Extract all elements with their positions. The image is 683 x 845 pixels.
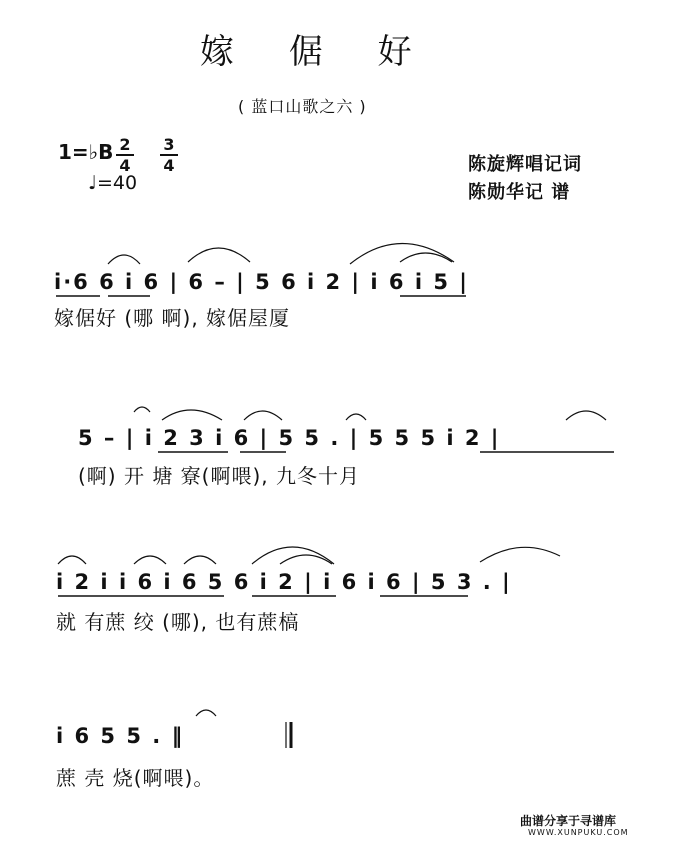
notation-line-2: 5 – | i 2 3 i 6 | 5 5 . | 5 5 5 i 2 | (78, 426, 501, 450)
fermata-arc (196, 710, 216, 716)
lyrics-line-4: 蔗 壳 烧(啊喂)。 (56, 766, 215, 790)
fermata-arc (134, 407, 150, 412)
slur (480, 547, 560, 562)
footer-url[interactable]: WWW.XUNPUKU.COM (528, 828, 629, 837)
notation-line-1: i·6 6 i 6 | 6 – | 5 6 i 2 | i 6 i 5 | (54, 270, 469, 294)
lyrics-line-1: 嫁倨好 (哪 啊), 嫁倨屋厦 (54, 306, 291, 330)
notation-line-4: i 6 5 5 . ‖ (56, 724, 185, 748)
slur (58, 556, 86, 564)
key-signature: 1=♭B (58, 140, 114, 164)
slur (184, 556, 216, 564)
time-signature-bottom: 4 (163, 156, 175, 175)
lyrics-line-3: 就 有蔗 绞 (哪), 也有蔗槁 (56, 610, 300, 634)
fermata-arc (346, 414, 366, 420)
tempo-marking: ♩=40 (88, 172, 138, 194)
lyrics-line-2: (啊) 开 塘 寮(啊喂), 九冬十月 (78, 464, 360, 488)
song-title: 嫁 倨 好 (200, 32, 434, 72)
notation-line-3: i 2 i i 6 i 6 5 6 i 2 | i 6 i 6 | 5 3 . | (56, 570, 512, 594)
song-subtitle: ( 蓝口山歌之六 ) (238, 97, 367, 116)
time-signature-bottom: 4 (119, 156, 131, 175)
lyrics-credit: 陈旋辉唱记词 (468, 154, 582, 175)
slur (134, 556, 166, 564)
footer-text: 曲谱分享于寻谱库 (520, 814, 617, 828)
time-signature-top: 2 (119, 135, 131, 154)
slur (162, 410, 222, 420)
slur (244, 411, 282, 420)
slur (252, 547, 334, 564)
slur (400, 253, 452, 262)
slur (566, 411, 606, 420)
time-signature-top: 3 (163, 135, 175, 154)
slur (108, 255, 140, 264)
slur (188, 248, 250, 262)
music-credit: 陈勋华记 谱 (468, 182, 571, 203)
